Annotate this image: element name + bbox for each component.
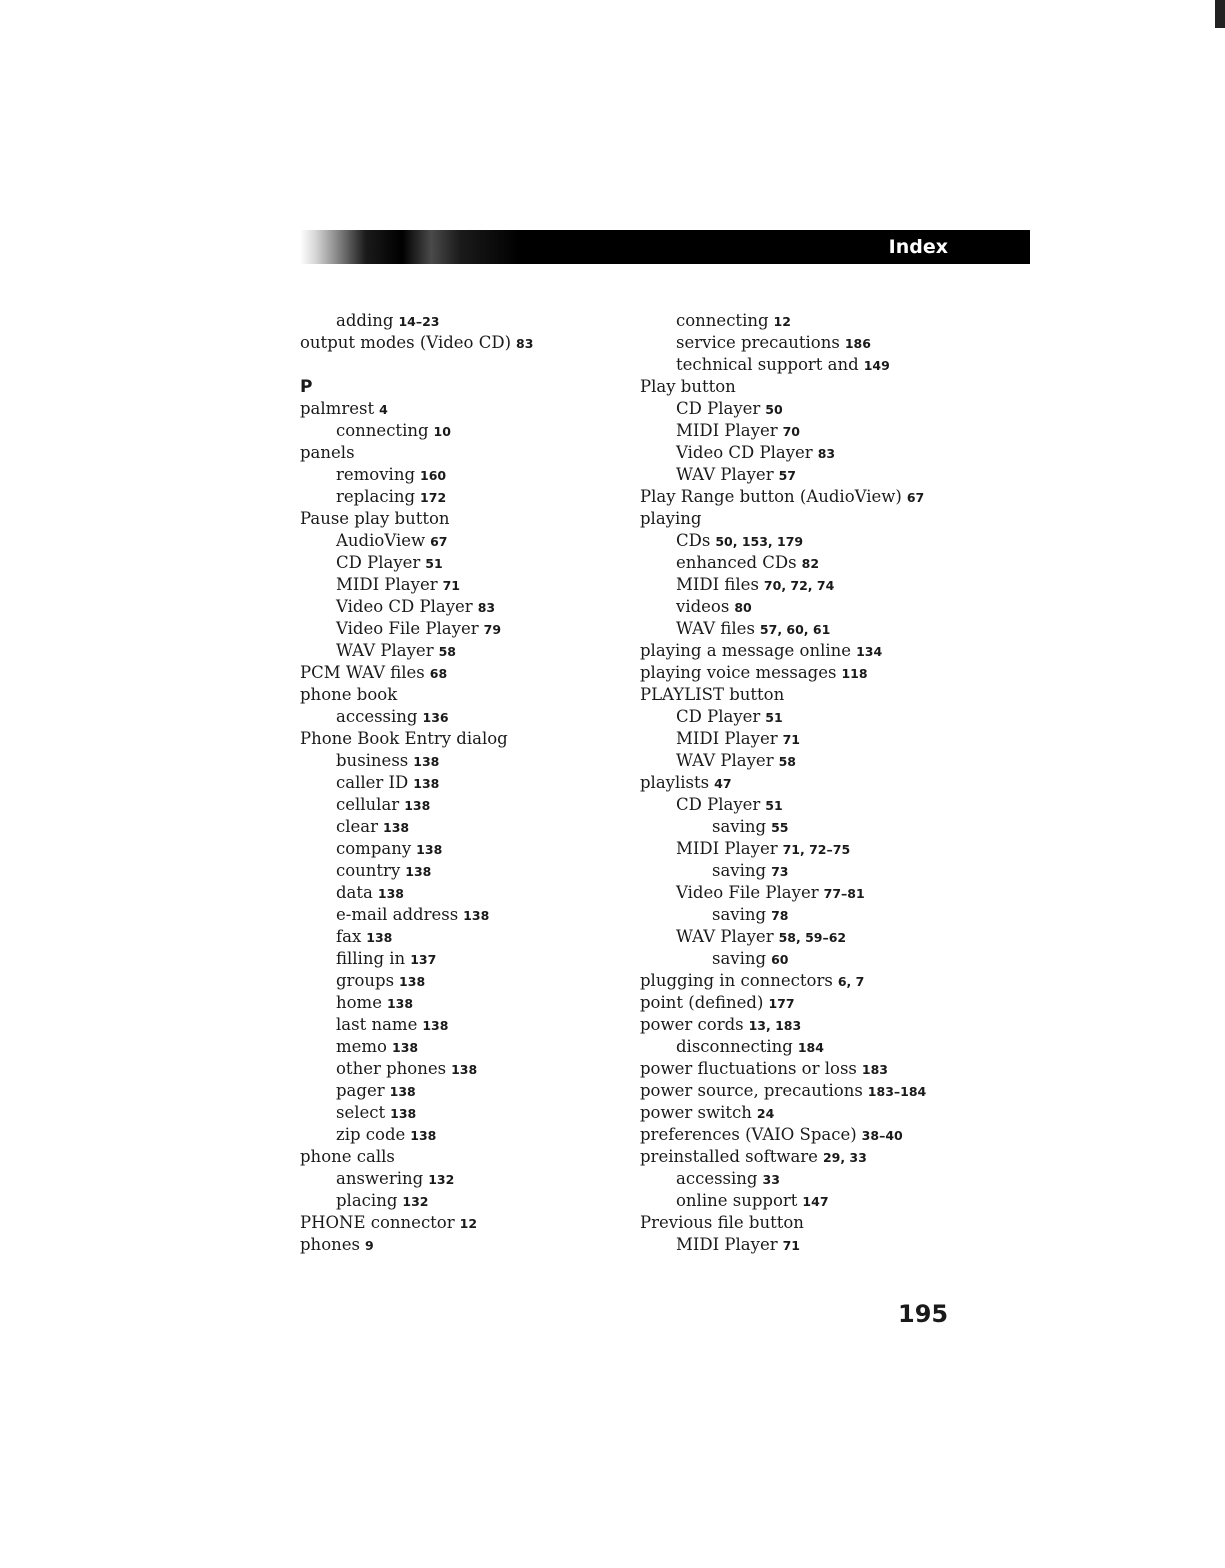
index-page-refs: 184 [797, 1040, 824, 1055]
index-term: fax [336, 927, 362, 946]
index-term: AudioView [336, 531, 426, 550]
index-column-left [300, 310, 620, 1256]
index-term: plugging in connectors [640, 971, 833, 990]
index-entry [300, 1234, 620, 1256]
index-entry [640, 662, 970, 684]
index-term: panels [300, 443, 355, 462]
index-page-refs: 58 [778, 754, 796, 769]
index-page-refs: 138 [366, 930, 393, 945]
index-entry [640, 1014, 970, 1036]
index-term: saving [712, 949, 767, 968]
index-page-refs: 55 [771, 820, 789, 835]
index-term: Video CD Player [336, 597, 473, 616]
index-entry [640, 508, 970, 530]
index-term: playing a message online [640, 641, 852, 660]
index-subentry [640, 948, 970, 970]
index-page-refs: 13, 183 [748, 1018, 802, 1033]
index-entry [300, 1212, 620, 1234]
index-entry [300, 332, 620, 354]
index-page-refs: 6, 7 [837, 974, 865, 989]
index-term: placing [336, 1191, 398, 1210]
index-term: caller ID [336, 773, 409, 792]
index-page-refs: 71, 72–75 [782, 842, 851, 857]
index-term: company [336, 839, 412, 858]
index-term: country [336, 861, 401, 880]
index-subentry [300, 464, 620, 486]
index-subentry [640, 1234, 970, 1256]
index-page-refs: 70 [782, 424, 801, 439]
index-subentry [300, 750, 620, 772]
index-column-right [640, 310, 970, 1256]
index-term: Phone Book Entry dialog [300, 729, 508, 748]
index-subentry [300, 640, 620, 662]
index-page-refs: 136 [422, 710, 449, 725]
index-entry [300, 684, 620, 706]
index-page-refs: 77–81 [823, 886, 865, 901]
index-subentry [640, 596, 970, 618]
index-page-refs: 78 [771, 908, 789, 923]
index-term: MIDI Player [676, 729, 778, 748]
index-term: CDs [676, 531, 711, 550]
index-subentry [300, 618, 620, 640]
index-subentry [640, 618, 970, 640]
index-entry [300, 398, 620, 420]
index-term: saving [712, 817, 767, 836]
index-subentry [640, 1190, 970, 1212]
index-term: power switch [640, 1103, 752, 1122]
index-page-refs: 73 [771, 864, 789, 879]
index-entry [300, 442, 620, 464]
index-term: Play button [640, 377, 736, 396]
index-page-refs: 82 [801, 556, 820, 571]
index-page-refs: 83 [516, 336, 534, 351]
index-term: preferences (VAIO Space) [640, 1125, 857, 1144]
index-subentry [300, 1036, 620, 1058]
index-page-refs: 160 [420, 468, 447, 483]
index-page-refs: 137 [410, 952, 437, 967]
index-term: online support [676, 1191, 798, 1210]
index-page-refs: 138 [377, 886, 404, 901]
index-entry [640, 640, 970, 662]
section-title: Index [888, 236, 948, 258]
index-subentry [300, 706, 620, 728]
index-term: WAV files [676, 619, 755, 638]
index-term: home [336, 993, 382, 1012]
index-term: videos [676, 597, 730, 616]
index-page-refs: 50 [765, 402, 783, 417]
index-subentry [300, 420, 620, 442]
index-subentry [300, 1190, 620, 1212]
index-entry [640, 1102, 970, 1124]
index-subentry [300, 1058, 620, 1080]
index-subentry [300, 794, 620, 816]
index-term: connecting [336, 421, 429, 440]
index-page-refs: 71 [442, 578, 461, 593]
index-page-refs: 51 [765, 798, 783, 813]
index-page-refs: 138 [422, 1018, 449, 1033]
index-page-refs: 138 [399, 974, 426, 989]
index-page-refs: 47 [714, 776, 732, 791]
index-subentry [640, 354, 970, 376]
index-page-refs: 79 [483, 622, 502, 637]
index-term: answering [336, 1169, 424, 1188]
index-page-refs: 132 [428, 1172, 455, 1187]
index-term: disconnecting [676, 1037, 793, 1056]
index-page-refs: 149 [863, 358, 890, 373]
index-term: Video File Player [336, 619, 479, 638]
index-subentry [300, 772, 620, 794]
index-term: Previous file button [640, 1213, 804, 1232]
index-subentry [300, 838, 620, 860]
index-term: saving [712, 905, 767, 924]
index-term: pager [336, 1081, 385, 1100]
index-letter-heading [300, 376, 620, 398]
index-entry [640, 1124, 970, 1146]
index-term: power source, precautions [640, 1081, 863, 1100]
index-term: playing voice messages [640, 663, 837, 682]
index-term: WAV Player [676, 927, 774, 946]
index-subentry [640, 860, 970, 882]
index-entry [640, 772, 970, 794]
index-entry [300, 508, 620, 530]
index-subentry [640, 882, 970, 904]
index-subentry [640, 838, 970, 860]
index-subentry [640, 464, 970, 486]
index-term: MIDI Player [676, 1235, 778, 1254]
index-term: data [336, 883, 373, 902]
index-entry [300, 1146, 620, 1168]
index-subentry [640, 332, 970, 354]
index-page-refs: 138 [451, 1062, 478, 1077]
index-term: Pause play button [300, 509, 450, 528]
index-page-refs: 58 [438, 644, 456, 659]
index-term: MIDI files [676, 575, 759, 594]
index-entry [640, 1146, 970, 1168]
index-subentry [300, 882, 620, 904]
index-spacer [300, 354, 620, 376]
index-term: PHONE connector [300, 1213, 455, 1232]
index-term: PCM WAV files [300, 663, 425, 682]
index-subentry [640, 310, 970, 332]
index-page-refs: 80 [734, 600, 752, 615]
index-subentry [300, 530, 620, 552]
index-subentry [300, 1124, 620, 1146]
index-term: WAV Player [676, 751, 774, 770]
index-subentry [640, 706, 970, 728]
index-page-refs: 70, 72, 74 [763, 578, 835, 593]
index-term: point (defined) [640, 993, 764, 1012]
index-term: business [336, 751, 409, 770]
index-term: CD Player [676, 707, 761, 726]
index-page-refs: 138 [413, 754, 440, 769]
index-term: phone calls [300, 1147, 395, 1166]
index-page-refs: 138 [386, 996, 414, 1011]
index-page-refs: 9 [364, 1238, 374, 1253]
index-term: zip code [336, 1125, 406, 1144]
index-page-refs: 60 [771, 952, 789, 967]
index-subentry [300, 486, 620, 508]
index-term: palmrest [300, 399, 375, 418]
section-header-bar [300, 230, 1030, 264]
index-term: MIDI Player [676, 421, 778, 440]
index-entry [640, 1058, 970, 1080]
index-term: select [336, 1103, 386, 1122]
index-page-refs: 138 [383, 820, 410, 835]
index-page-refs: 83 [817, 446, 836, 461]
index-subentry [300, 904, 620, 926]
index-term: CD Player [676, 795, 761, 814]
index-term: enhanced CDs [676, 553, 797, 572]
index-page-refs: 67 [906, 490, 925, 505]
index-term: technical support and [676, 355, 859, 374]
index-term: WAV Player [676, 465, 774, 484]
index-page-refs: 138 [390, 1106, 417, 1121]
index-subentry [300, 926, 620, 948]
index-entry [300, 662, 620, 684]
index-subentry [640, 816, 970, 838]
index-page-refs: 71 [782, 732, 801, 747]
index-subentry [300, 948, 620, 970]
index-page-refs: 138 [463, 908, 490, 923]
index-entry [640, 970, 970, 992]
index-entry [300, 728, 620, 750]
index-subentry [300, 1014, 620, 1036]
index-term: adding [336, 311, 394, 330]
index-page-refs: 38–40 [861, 1128, 903, 1143]
index-subentry [640, 530, 970, 552]
index-term: cellular [336, 795, 400, 814]
index-term: CD Player [676, 399, 761, 418]
index-term: output modes (Video CD) [300, 333, 512, 352]
index-term: accessing [336, 707, 418, 726]
index-page-refs: 183 [861, 1062, 888, 1077]
index-page-refs: 68 [429, 666, 448, 681]
index-subentry [300, 816, 620, 838]
index-subentry [300, 992, 620, 1014]
index-term: clear [336, 817, 379, 836]
index-term: MIDI Player [336, 575, 438, 594]
index-subentry [300, 860, 620, 882]
index-term: preinstalled software [640, 1147, 818, 1166]
index-subentry [640, 398, 970, 420]
index-subentry [300, 1168, 620, 1190]
index-page-refs: 172 [420, 490, 447, 505]
index-term: phones [300, 1235, 360, 1254]
index-term: Video File Player [676, 883, 819, 902]
index-term: power fluctuations or loss [640, 1059, 857, 1078]
index-subentry [640, 442, 970, 464]
index-subentry [640, 1036, 970, 1058]
index-page-refs: 58, 59–62 [778, 930, 847, 945]
index-entry [640, 992, 970, 1014]
index-page-refs: 132 [402, 1194, 429, 1209]
index-page-refs: 134 [856, 644, 883, 659]
index-page-refs: 29, 33 [822, 1150, 867, 1165]
index-subentry [300, 574, 620, 596]
index-page-refs: 51 [765, 710, 783, 725]
page-number: 195 [898, 1300, 949, 1328]
index-entry [640, 486, 970, 508]
index-term: Play Range button (AudioView) [640, 487, 902, 506]
index-entry [640, 376, 970, 398]
index-page-refs: 186 [844, 336, 871, 351]
index-term: PLAYLIST button [640, 685, 785, 704]
index-term: playlists [640, 773, 710, 792]
index-page-refs: 138 [416, 842, 443, 857]
index-term: service precautions [676, 333, 840, 352]
index-subentry [640, 926, 970, 948]
index-page-refs: 12 [773, 314, 791, 329]
index-term: memo [336, 1037, 387, 1056]
index-term: connecting [676, 311, 769, 330]
index-entry [640, 684, 970, 706]
index-subentry [640, 420, 970, 442]
index-entry [640, 1212, 970, 1234]
index-page-refs: 71 [782, 1238, 801, 1253]
index-term: Video CD Player [676, 443, 813, 462]
index-term: saving [712, 861, 767, 880]
index-letter: P [300, 377, 313, 397]
index-term: playing [640, 509, 702, 528]
scan-edge-mark [1215, 0, 1225, 28]
index-page-refs: 183–184 [867, 1084, 927, 1099]
index-term: replacing [336, 487, 416, 506]
index-page-refs: 57, 60, 61 [759, 622, 831, 637]
index-page-refs: 51 [425, 556, 443, 571]
index-term: MIDI Player [676, 839, 778, 858]
index-subentry [640, 1168, 970, 1190]
index-subentry [640, 794, 970, 816]
index-term: WAV Player [336, 641, 434, 660]
index-subentry [300, 1080, 620, 1102]
index-term: filling in [336, 949, 406, 968]
index-subentry [300, 310, 620, 332]
index-page-refs: 33 [762, 1172, 780, 1187]
index-page-refs: 67 [430, 534, 448, 549]
index-page-refs: 83 [477, 600, 496, 615]
index-page-refs: 147 [802, 1194, 829, 1209]
index-page-refs: 10 [433, 424, 451, 439]
index-entry [640, 1080, 970, 1102]
index-page-refs: 118 [841, 666, 868, 681]
index-subentry [300, 552, 620, 574]
index-page-refs: 138 [404, 798, 431, 813]
index-page-refs: 177 [768, 996, 795, 1011]
index-term: CD Player [336, 553, 421, 572]
index-term: e-mail address [336, 905, 459, 924]
index-page-refs: 12 [459, 1216, 478, 1231]
index-page-refs: 50, 153, 179 [715, 534, 804, 549]
index-subentry [640, 904, 970, 926]
index-page-refs: 138 [410, 1128, 437, 1143]
index-term: power cords [640, 1015, 744, 1034]
index-term: groups [336, 971, 395, 990]
index-term: removing [336, 465, 416, 484]
index-subentry [640, 750, 970, 772]
index-term: other phones [336, 1059, 447, 1078]
index-page-refs: 4 [379, 402, 388, 417]
index-page-refs: 24 [756, 1106, 775, 1121]
index-page-refs: 57 [778, 468, 796, 483]
index-page-refs: 138 [392, 1040, 419, 1055]
index-page-refs: 138 [405, 864, 432, 879]
index-subentry [640, 552, 970, 574]
index-subentry [300, 1102, 620, 1124]
index-subentry [300, 970, 620, 992]
index-term: last name [336, 1015, 418, 1034]
index-page-refs: 14–23 [398, 314, 440, 329]
index-subentry [640, 574, 970, 596]
index-term: accessing [676, 1169, 758, 1188]
index-term: phone book [300, 685, 398, 704]
index-subentry [300, 596, 620, 618]
index-page-refs: 138 [413, 776, 440, 791]
index-subentry [640, 728, 970, 750]
index-page-refs: 138 [389, 1084, 416, 1099]
